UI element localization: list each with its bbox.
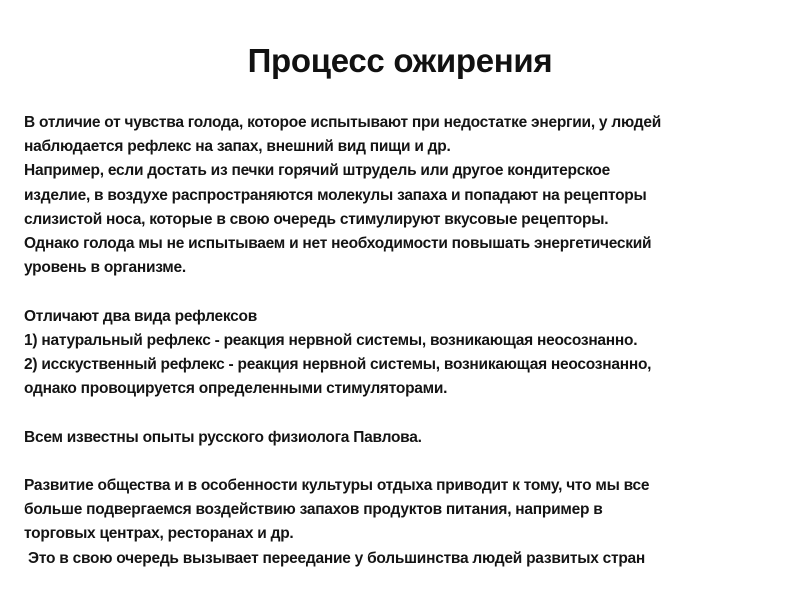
body-line: 1) натуральный рефлекс - реакция нервной системы, возникающая неосознанно. xyxy=(24,331,638,349)
paragraph-spacer xyxy=(24,280,769,304)
body-line: В отличие от чувства голода, которое испытывают при недостатке энергии, у людей xyxy=(24,114,661,131)
body-line: Это в свою очередь вызывает переедание у большинства людей развитых стран xyxy=(24,549,646,567)
body-line: Всем известны опыты русского физиолога Павлова. xyxy=(24,428,422,446)
paragraph-spacer xyxy=(24,450,769,474)
body-line: уровень в организме. xyxy=(24,259,186,277)
body-line: изделие, в воздухе распространяются молекулы запаха и попадают на рецепторы xyxy=(24,186,647,204)
paragraph-spacer xyxy=(24,401,769,425)
slide-body xyxy=(24,111,769,571)
body-line: торговых центрах, ресторанах и др. xyxy=(24,525,294,543)
body-line: Например, если достать из печки горячий штрудель или другое кондитерское xyxy=(24,162,610,180)
body-line: наблюдается рефлекс на запах, внешний вид пищи и др. xyxy=(24,138,451,156)
body-line: Развитие общества и в особенности культуры отдыха приводит к тому, что мы все xyxy=(24,477,650,494)
body-line: 2) исскуственный рефлекс - реакция нервной системы, возникающая неосознанно, xyxy=(24,356,652,374)
body-line: слизистой носа, которые в свою очередь стимулируют вкусовые рецепторы. xyxy=(24,210,609,228)
body-line: Однако голода мы не испытываем и нет необходимости повышать энергетический xyxy=(24,235,652,253)
body-line: Отличают два вида рефлексов xyxy=(24,307,258,325)
body-line: больше подвергаемся воздействию запахов продуктов питания, например в xyxy=(24,501,603,519)
slide-title: Процесс ожирения xyxy=(247,42,553,79)
body-line: однако провоцируется определенными стимуляторами. xyxy=(24,380,448,398)
